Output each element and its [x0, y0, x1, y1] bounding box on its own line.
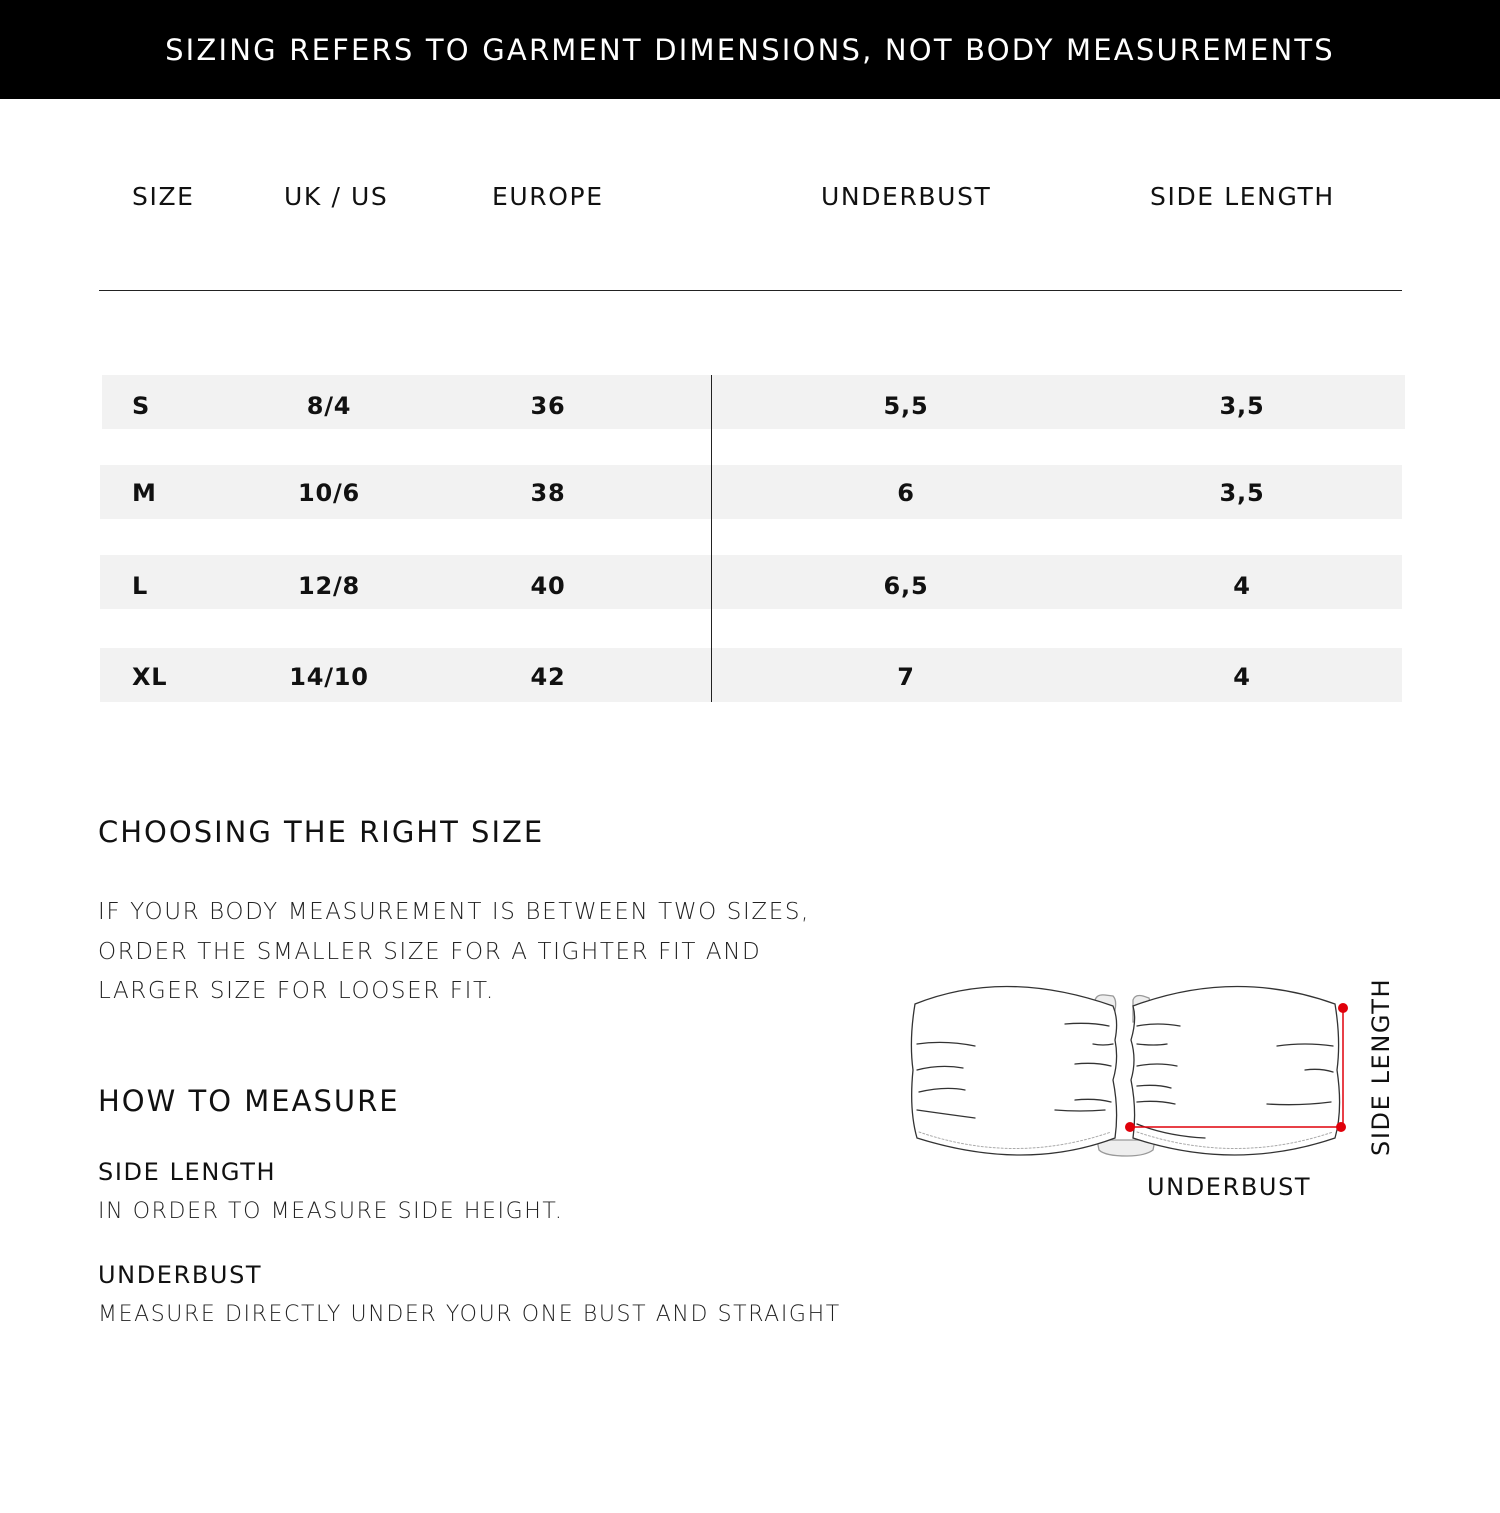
- cell-side-length: 4: [1233, 572, 1251, 600]
- cell-side-length: 3,5: [1219, 479, 1265, 507]
- choosing-title: CHOOSING THE RIGHT SIZE: [98, 815, 545, 849]
- header-size: SIZE: [132, 182, 195, 211]
- cell-size: L: [132, 572, 149, 600]
- cell-size: S: [132, 392, 151, 420]
- table-row: [100, 465, 1402, 519]
- cell-underbust: 6: [897, 479, 915, 507]
- side-length-top-dot: [1338, 1003, 1348, 1013]
- measure-title: HOW TO MEASURE: [98, 1084, 400, 1118]
- header-uk-us: UK / US: [284, 182, 389, 211]
- side-length-text: IN ORDER TO MEASURE SIDE HEIGHT.: [98, 1199, 564, 1224]
- left-cup: [911, 986, 1116, 1155]
- header-divider: [99, 290, 1402, 291]
- choosing-line: LARGER SIZE FOR LOOSER FIT.: [98, 978, 495, 1004]
- choosing-line: IF YOUR BODY MEASUREMENT IS BETWEEN TWO SIZES,: [98, 899, 810, 925]
- header-side-length: SIDE LENGTH: [1150, 182, 1335, 211]
- side-length-title: SIDE LENGTH: [98, 1158, 277, 1186]
- banner-text: SIZING REFERS TO GARMENT DIMENSIONS, NOT BODY MEASUREMENTS: [165, 32, 1335, 67]
- cell-size: M: [132, 479, 157, 507]
- cell-uk-us: 14/10: [289, 663, 369, 691]
- cell-europe: 42: [530, 663, 566, 691]
- cell-size: XL: [132, 663, 168, 691]
- choosing-line: ORDER THE SMALLER SIZE FOR A TIGHTER FIT AND: [98, 938, 762, 965]
- cell-uk-us: 8/4: [306, 392, 352, 420]
- cell-side-length: 3,5: [1219, 392, 1265, 420]
- cell-side-length: 4: [1233, 663, 1251, 691]
- cell-europe: 38: [530, 479, 566, 507]
- cell-europe: 40: [530, 572, 566, 600]
- table-row: [100, 555, 1402, 609]
- cell-underbust: 7: [897, 663, 915, 691]
- cell-underbust: 5,5: [883, 392, 929, 420]
- underbust-text: MEASURE DIRECTLY UNDER YOUR ONE BUST AND STRAIGHT: [98, 1302, 841, 1327]
- header-underbust: UNDERBUST: [821, 182, 992, 211]
- table-row: [102, 375, 1405, 429]
- header-europe: EUROPE: [492, 182, 604, 211]
- cell-europe: 36: [530, 392, 566, 420]
- cell-uk-us: 10/6: [297, 479, 361, 507]
- right-cup: [1131, 986, 1340, 1155]
- cell-underbust: 6,5: [883, 572, 929, 600]
- underbust-title: UNDERBUST: [98, 1261, 263, 1289]
- sizing-banner: [0, 0, 1500, 99]
- side-length-label: SIDE LENGTH: [1367, 977, 1395, 1156]
- cell-uk-us: 12/8: [297, 572, 361, 600]
- underbust-end-dot: [1336, 1122, 1346, 1132]
- underbust-start-dot: [1125, 1122, 1135, 1132]
- underbust-label: UNDERBUST: [1147, 1173, 1312, 1201]
- choosing-paragraph: [98, 893, 878, 1012]
- table-column-divider: [711, 375, 712, 702]
